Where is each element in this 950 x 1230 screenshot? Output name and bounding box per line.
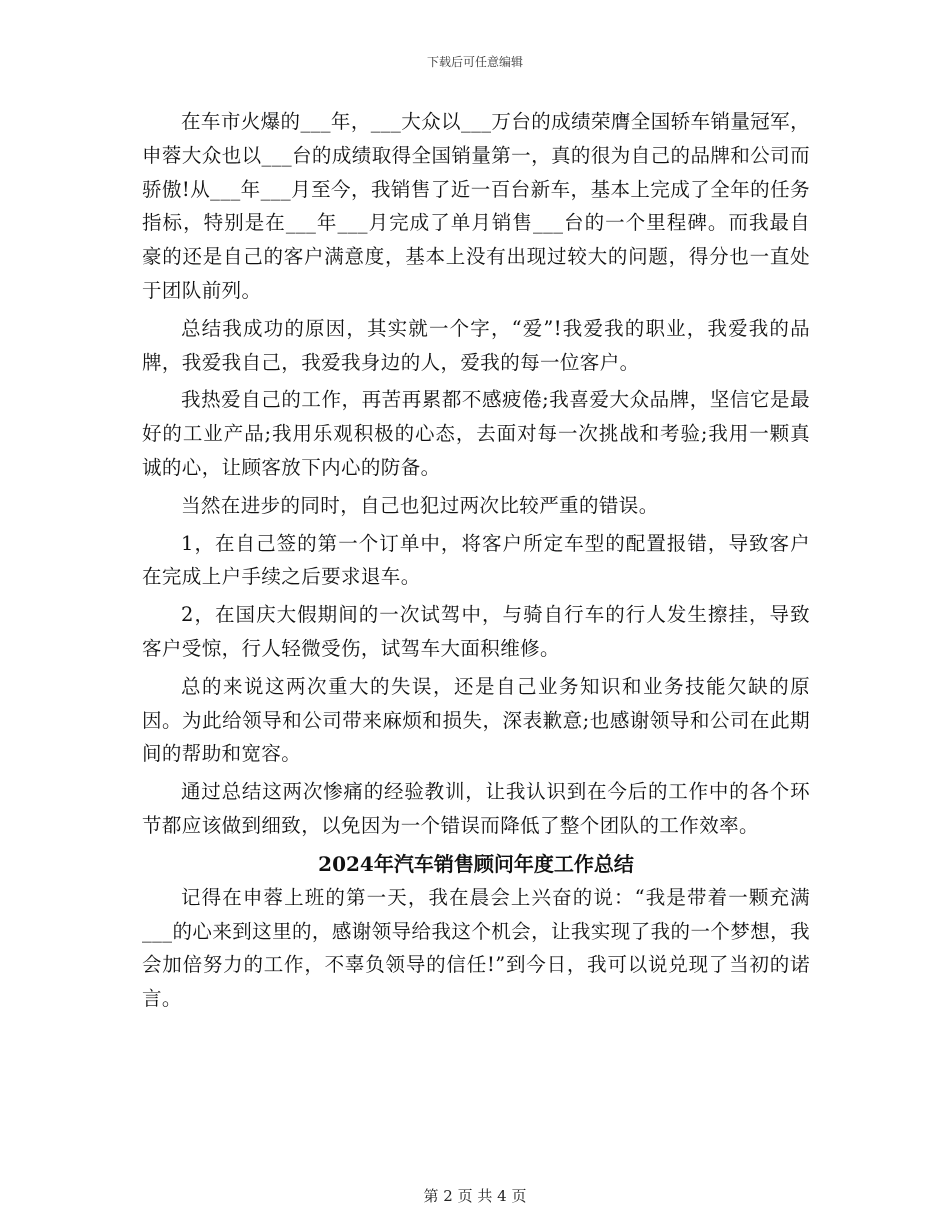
page-header: 下载后可任意编辑 — [426, 55, 523, 69]
paragraph: 记得在申蓉上班的第一天，我在晨会上兴奋的说：“我是带着一颗充满___的心来到这里的，感谢领导给我这个机会，让我实现了我的一个梦想，我会加倍努力的工作，不辜负领导的信任!”到今日，我可以说兑现了当初的诺言。 — [142, 885, 810, 1011]
document-body — [142, 105, 810, 1020]
paragraph: 总的来说这两次重大的失误，还是自己业务知识和业务技能欠缺的原因。为此给领导和公司带来麻烦和损失，深表歉意;也感谢领导和公司在此期间的帮助和宽容。 — [142, 674, 810, 766]
page-footer: 第 2 页 共 4 页 — [423, 1187, 527, 1205]
paragraph: 在车市火爆的___年，___大众以___万台的成绩荣膺全国轿车销量冠军，申蓉大众也以___台的成绩取得全国销量第一，真的很为自己的品牌和公司而骄傲!从___年___月至今，我销售了近一百台新车，基本上完成了全年的任务指标，特别是在___年___月完成了单月销售___台的一个里程碑。而我最自豪的还是自己的客户满意度，基本上没有出现过较大的问题，得分也一直处于团队前列。 — [142, 110, 810, 302]
paragraph: 当然在进步的同时，自己也犯过两次比较严重的错误。 — [181, 493, 659, 517]
paragraph: 通过总结这两次惨痛的经验教训，让我认识到在今后的工作中的各个环节都应该做到细致，以免因为一个错误而降低了整个团队的工作效率。 — [142, 780, 810, 837]
paragraph: 2，在国庆大假期间的一次试驾中，与骑自行车的行人发生擦挂，导致客户受惊，行人轻微受伤，试驾车大面积维修。 — [142, 603, 810, 660]
section-title: 2024年汽车销售顾问年度工作总结 — [318, 851, 634, 876]
paragraph: 总结我成功的原因，其实就一个字，“爱”!我爱我的职业，我爱我的品牌，我爱我自己，我爱我身边的人，爱我的每一位客户。 — [142, 316, 810, 374]
paragraph: 我热爱自己的工作，再苦再累都不感疲倦;我喜爱大众品牌，坚信它是最好的工业产品;我用乐观积极的心态，去面对每一次挑战和考验;我用一颗真诚的心，让顾客放下内心的防备。 — [142, 388, 810, 479]
paragraph: 1，在自己签的第一个订单中，将客户所定车型的配置报错，导致客户在完成上户手续之后要求退车。 — [142, 531, 810, 589]
